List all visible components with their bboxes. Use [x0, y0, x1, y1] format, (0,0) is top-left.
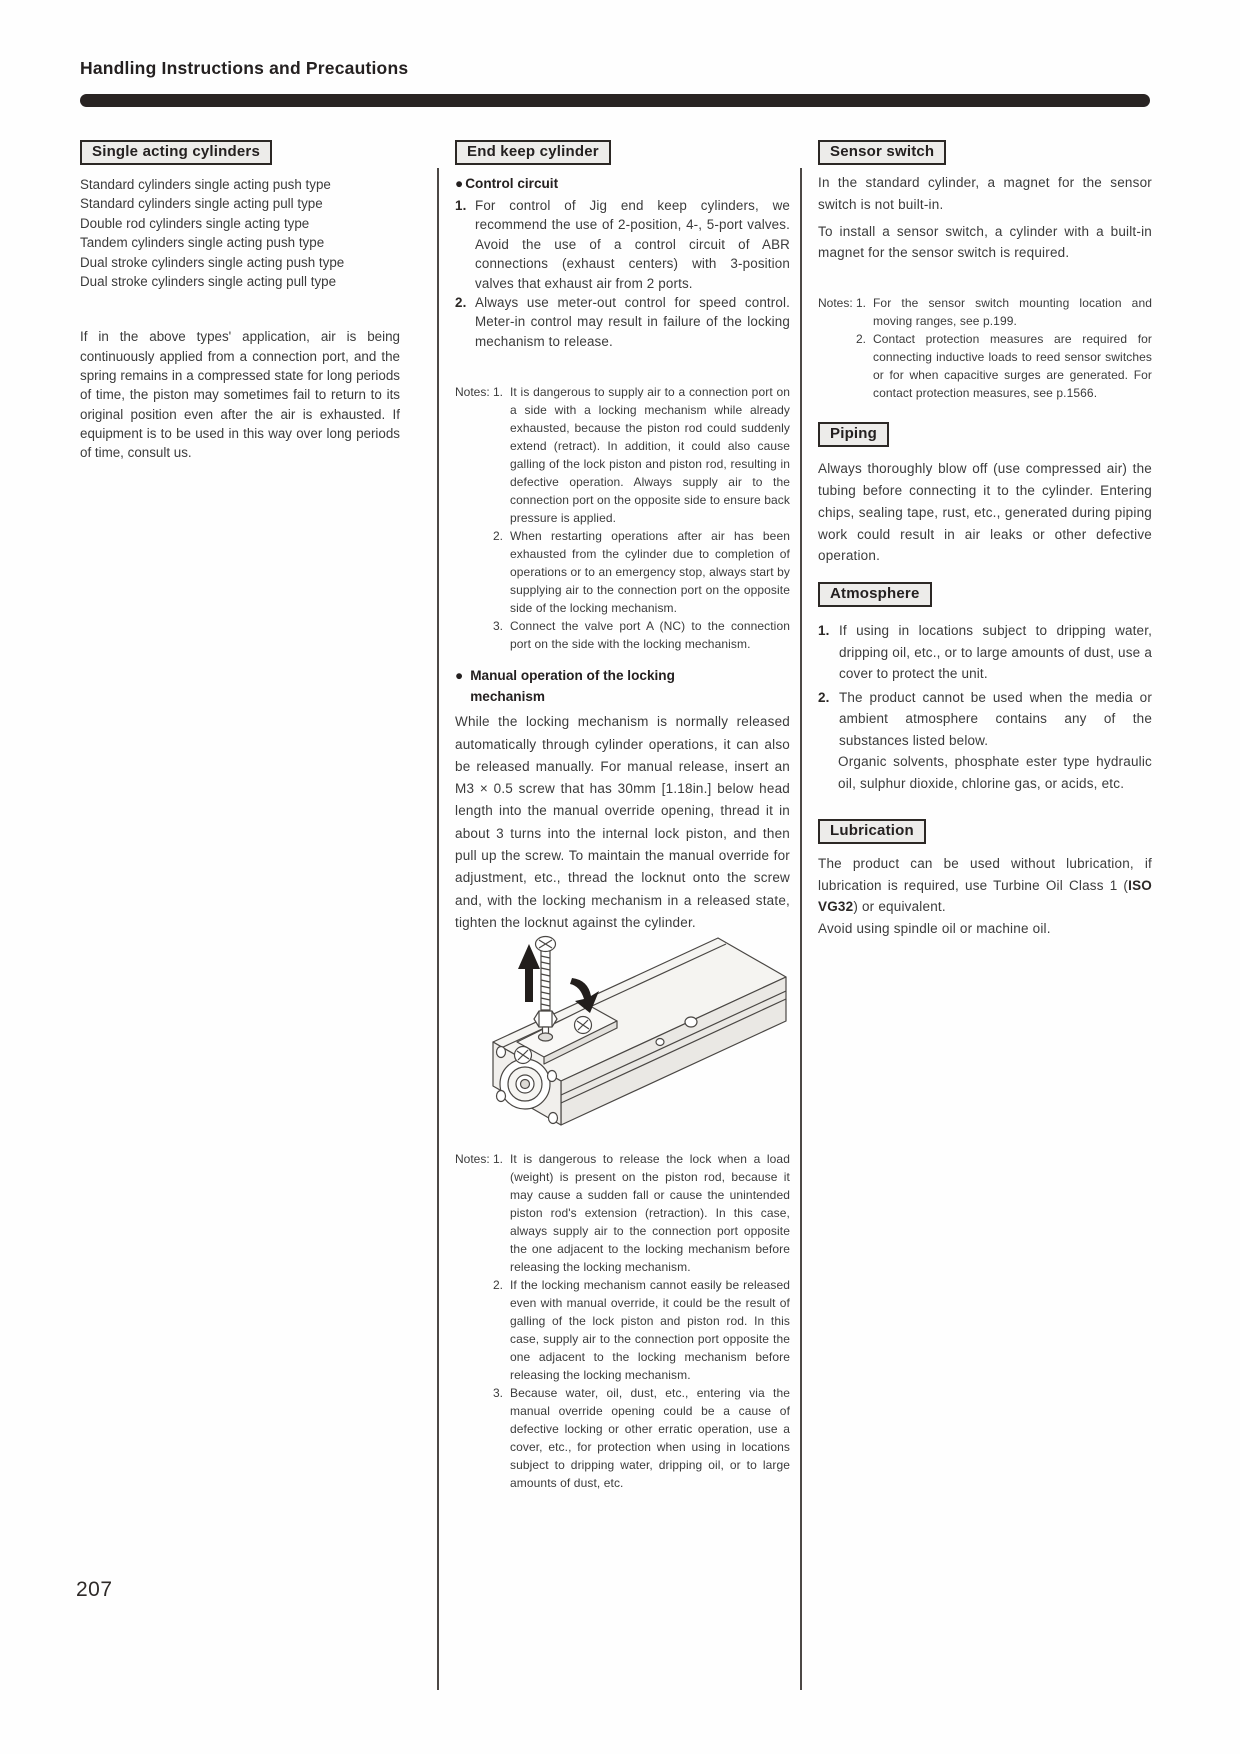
section-header-piping: Piping: [818, 422, 889, 447]
item-number: 2.: [818, 689, 830, 705]
note-number: 2.: [856, 332, 867, 347]
ordered-item: [455, 196, 790, 293]
note-number: 1.: [856, 296, 867, 311]
column-end-keep-cylinder: [455, 140, 790, 1492]
section-header-end-keep-cylinder: End keep cylinder: [455, 140, 611, 165]
note-item: [818, 294, 1152, 330]
manual-operation-heading: [455, 665, 790, 707]
item-number: 1.: [818, 623, 830, 639]
cylinder-illustration: [455, 924, 790, 1134]
sensor-switch-paragraph-1: In the standard cylinder, a magnet for the sensor switch is not built-in.: [818, 175, 1152, 212]
control-circuit-heading-label: Control circuit: [465, 176, 559, 191]
note-text: When restarting operations after air has been exhausted from the cylinder due to completion of operations or to an emergency stop, always start by supplying air to the connection port on the opposite side of the locking mechanism.: [510, 529, 790, 616]
note-text: For the sensor switch mounting location and moving ranges, see p.199.: [873, 296, 1152, 329]
page-title: Handling Instructions and Precautions: [80, 58, 409, 78]
sensor-switch-notes: [818, 294, 1152, 402]
item-text: If using in locations subject to dripping water, dripping oil, etc., or to large amounts of dust, use a cover to protect the unit.: [839, 623, 1152, 682]
notes-label: Notes:: [455, 1152, 490, 1167]
item-text: For control of Jig end keep cylinders, we recommend the use of 2-position, 4-, 5-port valves. Avoid the use of a control circuit of ABR connections (exhaust centers) with 3-position valves that exhaust air from 2 ports.: [475, 198, 790, 291]
manual-operation-heading-label: Manual operation of the locking mechanism: [470, 668, 675, 705]
note-item: [818, 330, 1152, 402]
note-text: It is dangerous to supply air to a connection port on a side with a locking mechanism while already exhausted, because the piston rod could suddenly extend (retract). In addition, it could also cause galling of the lock piston and piston rod, resulting in defective operation. Always supply air to the connection port on the opposite side to ensure back pressure is applied.: [510, 385, 790, 526]
column-single-acting-cylinders: [80, 140, 400, 463]
note-item: [455, 383, 790, 527]
item-number: 2.: [455, 295, 467, 311]
notes-label: Notes:: [455, 385, 490, 400]
column-divider: [437, 168, 439, 1690]
note-item: [455, 617, 790, 653]
note-number: 3.: [493, 1386, 504, 1401]
cylinder-type-list: [80, 175, 400, 291]
note-text: It is dangerous to release the lock when a load (weight) is present on the piston rod, because it may cause a sudden fall or cause the unintended piston rod's extension (retraction). In this case, always supply air to the connection port opposite the one adjacent to the locking mechanism before releasing the locking mechanism.: [510, 1152, 790, 1275]
item-text: Always use meter-out control for speed control. Meter-in control may result in failure of the locking mechanism to release.: [475, 295, 790, 349]
lubrication-text: The product can be used without lubrication, if lubrication is required, use Turbine Oil Class 1 (: [818, 855, 1152, 893]
note-text: Because water, oil, dust, etc., entering via the manual override opening could be a cause of defective locking or other erratic operation, use a cover, etc., for protection when using in locations subject to dripping water, dripping oil, or to large amounts of dust, etc.: [510, 1386, 790, 1491]
item-text: The product cannot be used when the media or ambient atmosphere contains any of the substances listed below.: [839, 689, 1152, 748]
bullet-icon: ●: [455, 176, 464, 191]
lubrication-avoid-line: Avoid using spindle oil or machine oil.: [818, 921, 1051, 937]
section-header-lubrication: Lubrication: [818, 819, 926, 844]
iso-grade-label: ISO VG32: [818, 877, 1152, 915]
ordered-item: [818, 687, 1152, 752]
control-circuit-notes: [455, 383, 790, 653]
list-item: Standard cylinders single acting pull type: [80, 196, 323, 212]
note-text: Connect the valve port A (NC) to the connection port on the side with the locking mechanism.: [510, 619, 790, 652]
list-item: Tandem cylinders single acting push type: [80, 235, 325, 251]
atmosphere-substances-text: Organic solvents, phosphate ester type hydraulic oil, sulphur dioxide, chlorine gas, or acids, etc.: [838, 754, 1152, 791]
ordered-item: [818, 620, 1152, 685]
control-circuit-heading: [455, 174, 790, 193]
notes-label: Notes:: [818, 296, 853, 311]
end-keep-cylinder-drawing: [455, 924, 790, 1129]
ordered-item: [455, 293, 790, 351]
section-header-single-acting-cylinders: Single acting cylinders: [80, 140, 272, 165]
section-header-atmosphere: Atmosphere: [818, 582, 932, 607]
note-text: Contact protection measures are required for connecting inductive loads to reed sensor switches or for when capacitive surges are generated. For contact protection measures, see p.1566.: [873, 332, 1152, 401]
bullet-icon: ●: [455, 668, 464, 684]
manual-operation-paragraph: While the locking mechanism is normally released automatically through cylinder operations, it can also be released manually. For manual release, insert an M3 × 0.5 screw that has 30mm [1.18in.] below head length into the manual override opening, thread it in about 3 turns into the internal lock piston, and then pull up the screw. To maintain the manual override for adjustment, etc., thread the locknut onto the screw and, with the locking mechanism in a released state, tighten the locknut against the cylinder.: [455, 714, 790, 930]
column-sensor-piping-atmosphere-lubrication: [818, 140, 1152, 940]
item-number: 1.: [455, 198, 467, 213]
note-item: [455, 1276, 790, 1384]
note-number: 1.: [493, 1152, 504, 1167]
lubrication-paragraph: [818, 853, 1152, 918]
column-divider: [800, 168, 802, 1690]
title-underline-bar: [80, 94, 1150, 107]
single-acting-paragraph: If in the above types' application, air is being continuously applied from a connection port, and the spring remains in a compressed state for long periods of time, the piston may sometimes fail to return to its original position even after the air is exhausted. If equipment is to be used in this way over long periods of time, consult us.: [80, 329, 400, 461]
note-number: 2.: [493, 529, 504, 544]
section-header-sensor-switch: Sensor switch: [818, 140, 946, 165]
note-text: If the locking mechanism cannot easily be released even with manual override, it could be the result of galling of the lock piston and piston rod. In this case, supply air to the connection port opposite the one adjacent to the locking mechanism before releasing the locking mechanism.: [510, 1278, 790, 1383]
note-number: 1.: [493, 385, 504, 400]
pull-up-arrow-icon: [518, 944, 540, 1002]
page-number: 207: [76, 1578, 113, 1601]
list-item: Dual stroke cylinders single acting pull type: [80, 274, 337, 290]
note-number: 3.: [493, 619, 504, 634]
list-item: Standard cylinders single acting push type: [80, 177, 331, 192]
piping-paragraph: Always thoroughly blow off (use compressed air) the tubing before connecting it to the cylinder. Entering chips, sealing tape, rust, etc., generated during piping work could result in air leaks or other defective operation.: [818, 461, 1152, 564]
note-number: 2.: [493, 1278, 504, 1293]
list-item: Double rod cylinders single acting type: [80, 215, 310, 231]
sensor-switch-paragraph-2: To install a sensor switch, a cylinder with a built-in magnet for the sensor switch is required.: [818, 223, 1152, 261]
lubrication-text: ) or equivalent.: [853, 899, 946, 915]
note-item: [455, 1384, 790, 1492]
note-item: [455, 1150, 790, 1276]
note-item: [455, 527, 790, 617]
manual-operation-notes: [455, 1150, 790, 1492]
list-item: Dual stroke cylinders single acting push type: [80, 254, 345, 270]
